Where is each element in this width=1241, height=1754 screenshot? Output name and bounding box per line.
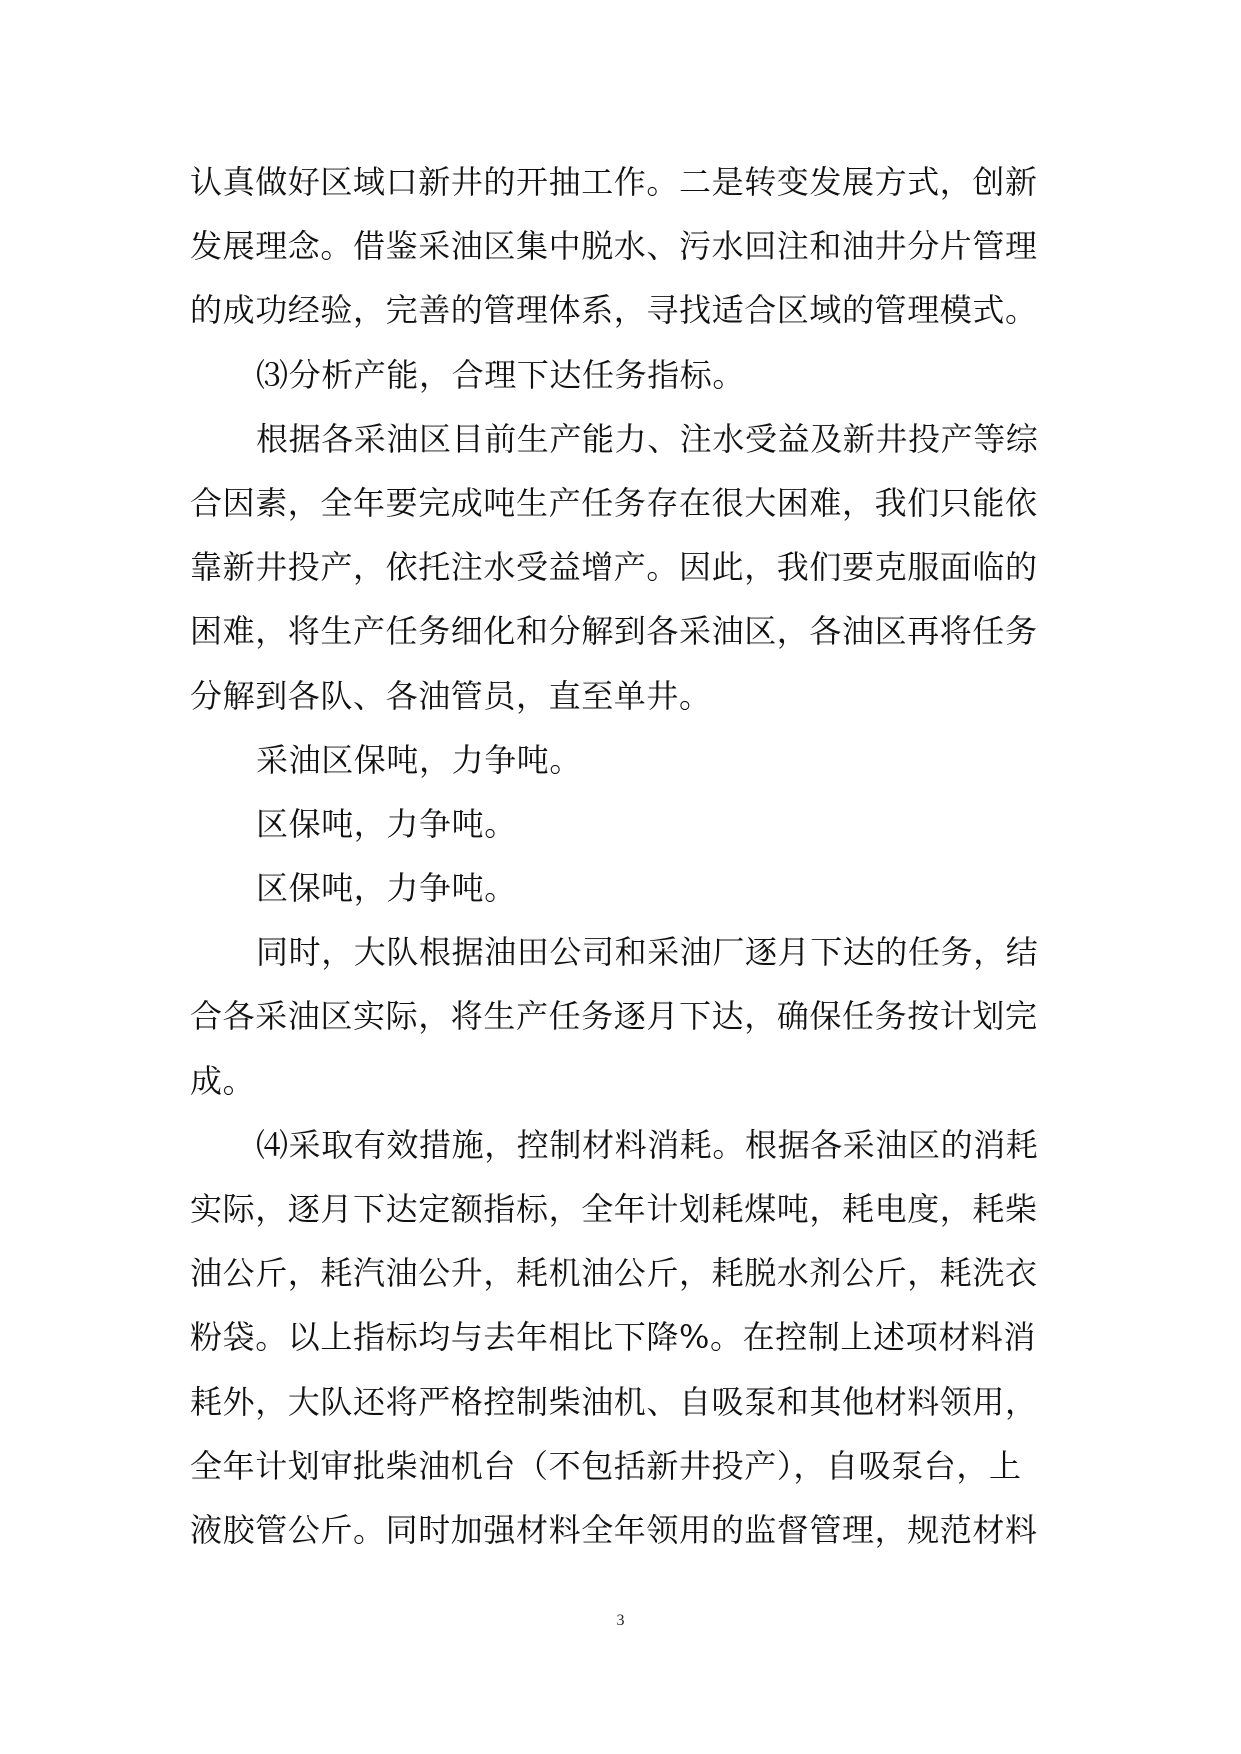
page-number: 3 [616,1612,625,1629]
text-line: 成。 [190,1061,256,1100]
text-line: 全年计划审批柴油机台（不包括新井投产），自吸泵台，上 [190,1446,1022,1485]
text-line: 认真做好区域口新井的开抽工作。二是转变发展方式，创新 [190,163,1038,201]
text-line: 分解到各队、各油管员，直至单井。 [190,676,712,715]
text-line: 区保吨，力争吨。 [256,869,517,908]
text-line: 耗外，大队还将严格控制柴油机、自吸泵和其他材料领用， [190,1382,1038,1421]
text-line: ⑷采取有效措施，控制材料消耗。根据各采油区的消耗 [256,1125,1039,1164]
text-line: 合因素，全年要完成吨生产任务存在很大困难，我们只能依 [190,483,1038,522]
text-line: 油公斤，耗汽油公升，耗机油公斤，耗脱水剂公斤，耗洗衣 [190,1254,1038,1293]
text-line: 困难，将生产任务细化和分解到各采油区，各油区再将任务 [190,612,1038,651]
text-line: 根据各采油区目前生产能力、注水受益及新井投产等综 [256,419,1039,458]
text-line: 合各采油区实际，将生产任务逐月下达，确保任务按计划完 [190,997,1038,1036]
text-line: 区保吨，力争吨。 [256,804,517,843]
text-line: 液胶管公斤。同时加强材料全年领用的监督管理，规范材料 [190,1510,1038,1549]
text-line: 粉袋。以上指标均与去年相比下降%。在控制上述项材料消 [190,1318,1037,1357]
text-line: 发展理念。借鉴采油区集中脱水、污水回注和油井分片管理 [190,227,1038,266]
text-line: 实际，逐月下达定额指标，全年计划耗煤吨，耗电度，耗柴 [190,1190,1038,1228]
body-text [190,150,1070,1562]
text-line: 采油区保吨，力争吨。 [256,740,583,779]
text-line: 靠新井投产，依托注水受益增产。因此，我们要克服面临的 [190,548,1038,587]
text-line: 的成功经验，完善的管理体系，寻找适合区域的管理模式。 [190,291,1038,330]
text-line: 同时，大队根据油田公司和采油厂逐月下达的任务，结 [256,933,1039,972]
text-line: ⑶分析产能，合理下达任务指标。 [256,355,746,394]
